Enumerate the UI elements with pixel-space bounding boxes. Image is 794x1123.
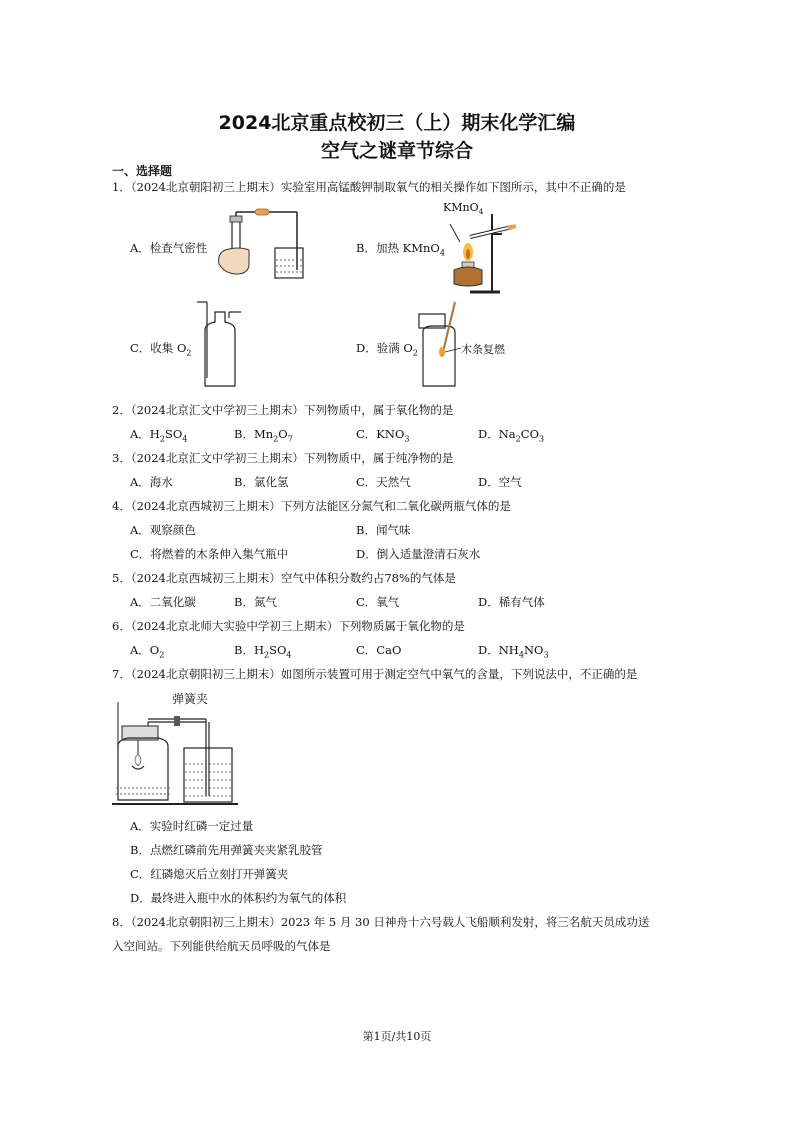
fig-collecting-o2 — [195, 300, 245, 390]
fig-checking-o2 — [415, 300, 465, 390]
q5-option-b: B．氮气 — [234, 595, 277, 609]
q3-option-c: C．天然气 — [356, 475, 411, 489]
q1-option-a: A．检查气密性 — [130, 241, 208, 255]
page-title: 2024北京重点校初三（上）期末化学汇编 — [218, 112, 576, 134]
q2-option-a: A．$H_2SO_4$ — [130, 427, 188, 444]
question-5-stem: 5．（2024北京西城初三上期末）空气中体积分数约占78%的气体是 — [112, 571, 456, 585]
q2-option-c: C．$KNO_3$ — [356, 427, 410, 444]
q6-option-a: A．$O_2$ — [130, 643, 165, 660]
q4-option-d: D．倒入适量澄清石灰水 — [356, 547, 481, 561]
q5-option-c: C．氧气 — [356, 595, 400, 609]
q7-option-c: C．红磷熄灭后立刻打开弹簧夹 — [130, 867, 289, 881]
q3-option-d: D．空气 — [478, 475, 522, 489]
q2-option-b: B．$Mn_2O_7$ — [234, 427, 293, 444]
question-3-stem: 3．（2024北京汇文中学初三上期末）下列物质中，属于纯净物的是 — [112, 451, 454, 465]
q6-option-b: B．$H_2SO_4$ — [234, 643, 292, 660]
question-1-stem: 1．（2024北京朝阳初三上期末）实验室用高锰酸钾制取氧气的相关操作如下图所示，其中不正确的是 — [112, 180, 626, 194]
fig-label-wood: 木条复燃 — [461, 343, 505, 356]
question-8-stem-line2: 入空间站。下列能供给航天员呼吸的气体是 — [112, 939, 331, 953]
q5-option-a: A．二氧化碳 — [130, 595, 196, 609]
q7-option-a: A．实验时红磷一定过量 — [130, 819, 254, 833]
q1-option-d: D．验满 $O_2$ — [356, 341, 418, 358]
q7-option-b: B．点燃红磷前先用弹簧夹夹紧乳胶管 — [130, 843, 323, 857]
q7-option-d: D．最终进入瓶中水的体积约为氧气的体积 — [130, 891, 347, 905]
q4-option-b: B．闻气味 — [356, 523, 411, 537]
fig-airtightness-check — [215, 208, 305, 280]
question-2-stem: 2．（2024北京汇文中学初三上期末）下列物质中，属于氧化物的是 — [112, 403, 454, 417]
q4-option-c: C．将燃着的木条伸入集气瓶中 — [130, 547, 289, 561]
question-4-stem: 4．（2024北京西城初三上期末）下列方法能区分氮气和二氧化碳两瓶气体的是 — [112, 499, 511, 513]
question-7-stem: 7．（2024北京朝阳初三上期末）如图所示装置可用于测定空气中氧气的含量，下列说法中，不正确的是 — [112, 667, 638, 681]
question-8-stem-line1: 8．（2024北京朝阳初三上期末）2023 年 5 月 30 日神舟十六号载人飞船顺利发射，将三名航天员成功送 — [112, 915, 650, 929]
q3-option-a: A．海水 — [130, 475, 173, 489]
fig-label-kmno4: KMnO$_4$ — [443, 201, 484, 217]
section-heading: 一、选择题 — [112, 164, 173, 178]
fig-heating-kmno4 — [440, 212, 530, 294]
q3-option-b: B．氯化氢 — [234, 475, 289, 489]
page-footer: 第1页/共10页 — [362, 1030, 432, 1043]
q4-option-a: A．观察颜色 — [130, 523, 196, 537]
q1-option-c: C．收集 $O_2$ — [130, 341, 192, 358]
page-subtitle: 空气之谜章节综合 — [320, 140, 473, 162]
question-6-stem: 6．（2024北京北师大实验中学初三上期末）下列物质属于氧化物的是 — [112, 619, 465, 633]
q1-option-b: B．加热 KMnO$_4$ — [356, 241, 445, 258]
fig-label-spring-clip: 弹簧夹 — [172, 692, 209, 706]
fig-oxygen-measurement-apparatus — [112, 700, 242, 808]
q6-option-d: D．$NH_4NO_3$ — [478, 643, 549, 660]
q6-option-c: C．CaO — [356, 643, 402, 657]
q2-option-d: D．$Na_2CO_3$ — [478, 427, 545, 444]
q5-option-d: D．稀有气体 — [478, 595, 545, 609]
